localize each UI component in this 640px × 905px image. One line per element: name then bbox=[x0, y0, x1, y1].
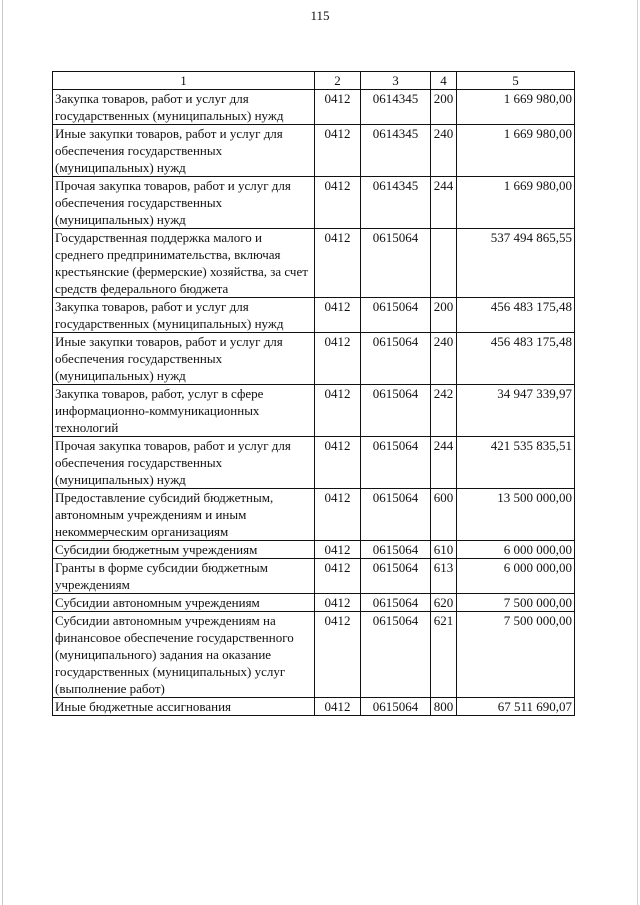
page-edge-right bbox=[637, 0, 638, 905]
item-name-cell: Иные закупки товаров, работ и услуг для обеспечения государственных (муниципальных) нужд bbox=[53, 125, 315, 177]
target-article-cell: 0615064 bbox=[361, 612, 431, 698]
target-article-cell: 0615064 bbox=[361, 229, 431, 298]
amount-cell: 67 511 690,07 bbox=[457, 698, 575, 716]
section-code-cell: 0412 bbox=[315, 612, 361, 698]
table-row bbox=[53, 437, 575, 489]
item-name-cell: Предоставление субсидий бюджетным, автономным учреждениям и иным некоммерческим организациям bbox=[53, 489, 315, 541]
expense-type-cell bbox=[431, 229, 457, 298]
item-name-cell: Прочая закупка товаров, работ и услуг для обеспечения государственных (муниципальных) нужд bbox=[53, 437, 315, 489]
item-name-cell: Субсидии автономным учреждениям bbox=[53, 594, 315, 612]
target-article-cell: 0615064 bbox=[361, 594, 431, 612]
section-code-cell: 0412 bbox=[315, 333, 361, 385]
section-code-cell: 0412 bbox=[315, 125, 361, 177]
section-code-cell: 0412 bbox=[315, 229, 361, 298]
item-name-cell: Закупка товаров, работ и услуг для государственных (муниципальных) нужд bbox=[53, 90, 315, 125]
target-article-cell: 0615064 bbox=[361, 385, 431, 437]
table-row bbox=[53, 125, 575, 177]
section-code-cell: 0412 bbox=[315, 489, 361, 541]
expense-type-cell: 242 bbox=[431, 385, 457, 437]
table-row bbox=[53, 594, 575, 612]
target-article-cell: 0614345 bbox=[361, 90, 431, 125]
item-name-cell: Гранты в форме субсидии бюджетным учреждениям bbox=[53, 559, 315, 594]
item-name-cell: Закупка товаров, работ, услуг в сфере информационно-коммуникационных технологий bbox=[53, 385, 315, 437]
expense-type-cell: 200 bbox=[431, 298, 457, 333]
amount-cell: 537 494 865,55 bbox=[457, 229, 575, 298]
amount-cell: 1 669 980,00 bbox=[457, 177, 575, 229]
table-row bbox=[53, 385, 575, 437]
expense-type-cell: 244 bbox=[431, 437, 457, 489]
item-name-cell: Прочая закупка товаров, работ и услуг для обеспечения государственных (муниципальных) нужд bbox=[53, 177, 315, 229]
expense-type-cell: 244 bbox=[431, 177, 457, 229]
section-code-cell: 0412 bbox=[315, 594, 361, 612]
expense-type-cell: 613 bbox=[431, 559, 457, 594]
section-code-cell: 0412 bbox=[315, 559, 361, 594]
target-article-cell: 0615064 bbox=[361, 437, 431, 489]
amount-cell: 456 483 175,48 bbox=[457, 333, 575, 385]
column-header-1: 1 bbox=[53, 72, 315, 90]
target-article-cell: 0615064 bbox=[361, 541, 431, 559]
table-row bbox=[53, 333, 575, 385]
table-row bbox=[53, 612, 575, 698]
amount-cell: 6 000 000,00 bbox=[457, 559, 575, 594]
amount-cell: 13 500 000,00 bbox=[457, 489, 575, 541]
expense-type-cell: 800 bbox=[431, 698, 457, 716]
amount-cell: 6 000 000,00 bbox=[457, 541, 575, 559]
amount-cell: 1 669 980,00 bbox=[457, 125, 575, 177]
section-code-cell: 0412 bbox=[315, 298, 361, 333]
table-row bbox=[53, 559, 575, 594]
item-name-cell: Субсидии бюджетным учреждениям bbox=[53, 541, 315, 559]
section-code-cell: 0412 bbox=[315, 437, 361, 489]
item-name-cell: Иные закупки товаров, работ и услуг для обеспечения государственных (муниципальных) нужд bbox=[53, 333, 315, 385]
table-row bbox=[53, 489, 575, 541]
expense-type-cell: 600 bbox=[431, 489, 457, 541]
section-code-cell: 0412 bbox=[315, 90, 361, 125]
table-row bbox=[53, 298, 575, 333]
budget-table bbox=[52, 71, 575, 716]
target-article-cell: 0615064 bbox=[361, 559, 431, 594]
amount-cell: 7 500 000,00 bbox=[457, 594, 575, 612]
expense-type-cell: 240 bbox=[431, 125, 457, 177]
section-code-cell: 0412 bbox=[315, 177, 361, 229]
item-name-cell: Субсидии автономным учреждениям на финансовое обеспечение государственного (муниципального) задания на оказание государственных (муниципальных) услуг (выполнение работ) bbox=[53, 612, 315, 698]
table-row bbox=[53, 177, 575, 229]
budget-table-body bbox=[53, 72, 575, 716]
amount-cell: 456 483 175,48 bbox=[457, 298, 575, 333]
expense-type-cell: 620 bbox=[431, 594, 457, 612]
expense-type-cell: 240 bbox=[431, 333, 457, 385]
page-number: 115 bbox=[310, 8, 330, 23]
table-row bbox=[53, 698, 575, 716]
target-article-cell: 0615064 bbox=[361, 333, 431, 385]
item-name-cell: Закупка товаров, работ и услуг для государственных (муниципальных) нужд bbox=[53, 298, 315, 333]
amount-cell: 34 947 339,97 bbox=[457, 385, 575, 437]
item-name-cell: Иные бюджетные ассигнования bbox=[53, 698, 315, 716]
table-row bbox=[53, 90, 575, 125]
column-header-5: 5 bbox=[457, 72, 575, 90]
column-header-2: 2 bbox=[315, 72, 361, 90]
column-header-3: 3 bbox=[361, 72, 431, 90]
table-row bbox=[53, 541, 575, 559]
amount-cell: 7 500 000,00 bbox=[457, 612, 575, 698]
column-header-4: 4 bbox=[431, 72, 457, 90]
expense-type-cell: 621 bbox=[431, 612, 457, 698]
target-article-cell: 0615064 bbox=[361, 489, 431, 541]
page-edge-left bbox=[2, 0, 3, 905]
section-code-cell: 0412 bbox=[315, 698, 361, 716]
section-code-cell: 0412 bbox=[315, 385, 361, 437]
target-article-cell: 0615064 bbox=[361, 298, 431, 333]
table-row bbox=[53, 229, 575, 298]
expense-type-cell: 200 bbox=[431, 90, 457, 125]
section-code-cell: 0412 bbox=[315, 541, 361, 559]
target-article-cell: 0614345 bbox=[361, 177, 431, 229]
item-name-cell: Государственная поддержка малого и среднего предпринимательства, включая крестьянские (фермерские) хозяйства, за счет средств федерального бюджета bbox=[53, 229, 315, 298]
target-article-cell: 0614345 bbox=[361, 125, 431, 177]
amount-cell: 1 669 980,00 bbox=[457, 90, 575, 125]
expense-type-cell: 610 bbox=[431, 541, 457, 559]
table-header-row bbox=[53, 72, 575, 90]
amount-cell: 421 535 835,51 bbox=[457, 437, 575, 489]
target-article-cell: 0615064 bbox=[361, 698, 431, 716]
